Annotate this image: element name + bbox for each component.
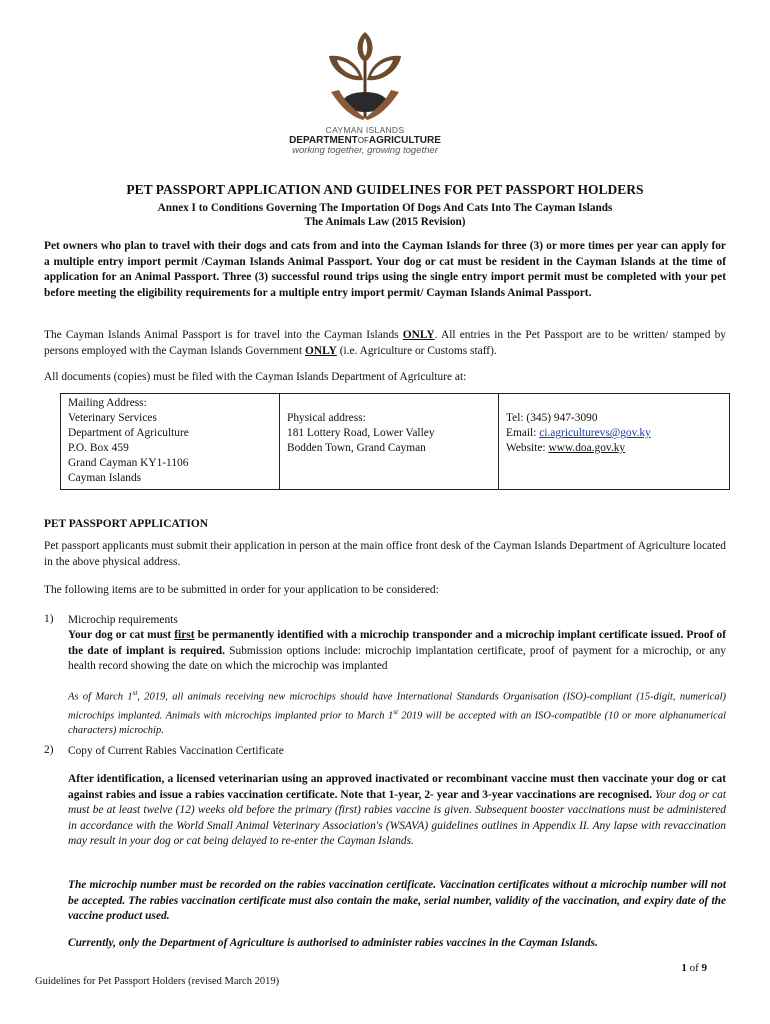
physical-address-line: Bodden Town, Grand Cayman xyxy=(287,442,426,454)
physical-address-line: 181 Lottery Road, Lower Valley xyxy=(287,427,435,439)
page-total: 9 xyxy=(701,962,707,974)
item-1-heading: Microchip requirements xyxy=(68,614,178,626)
item-2-microchip-note: The microchip number must be recorded on the rabies vaccination certificate. Vaccination certificates without a microchip number will not be accepted. The rabies vaccination certificate must also contain the make, serial number, validity of the vaccination, and expiry date of the vaccine product used. xyxy=(68,879,726,922)
item-1-iso-note xyxy=(68,686,726,739)
section-paragraph-submit: Pet passport applicants must submit their application in person at the main office front desk of the Cayman Islands Department of Agriculture located in the above physical address. xyxy=(44,540,726,568)
email-line xyxy=(506,426,722,441)
logo-line-cayman-islands: CAYMAN ISLANDS xyxy=(325,125,405,135)
mailing-address-cell xyxy=(61,394,280,490)
telephone-number: Tel: (345) 947-3090 xyxy=(506,412,598,424)
item-1-bold-first: first xyxy=(174,629,195,641)
item-1-rest: Submission options include: microchip implantation certificate, proof of payment for a microchip, or any health record showing the date on which the microchip was implanted xyxy=(68,644,726,672)
page-current: 1 xyxy=(681,962,687,974)
iso-note-text-a: As of March 1 xyxy=(68,691,133,703)
page-number xyxy=(681,962,707,974)
iso-note-sup-2: st xyxy=(393,708,398,716)
footer-document-title: Guidelines for Pet Passport Holders (revised March 2019) xyxy=(35,976,280,987)
passport-note-only-2: ONLY xyxy=(304,344,337,357)
website-line xyxy=(506,441,722,456)
item-1-number: 1) xyxy=(44,613,54,625)
logo-word-of: OF xyxy=(357,136,369,146)
section-paragraph-items: The following items are to be submitted in order for your application to be considered: xyxy=(44,584,439,596)
item-2-number: 2) xyxy=(44,744,54,756)
email-link[interactable]: ci.agriculturevs@gov.ky xyxy=(539,427,651,439)
item-2-authorised-note: Currently, only the Department of Agriculture is authorised to administer rabies vaccines in the Cayman Islands. xyxy=(68,937,598,949)
item-1-bold-a: Your dog or cat must xyxy=(68,629,175,641)
address-table xyxy=(60,393,730,490)
logo-word-department: DEPARTMENT xyxy=(289,135,358,147)
item-2-body xyxy=(68,772,726,850)
intro-paragraph: Pet owners who plan to travel with their dogs and cats from and into the Cayman Islands for three (3) or more times per year can apply for a multiple entry import permit /Cayman Islands Animal Passport. Your dog or cat must be resident in the Cayman Islands at the time of application for an Animal Passport. Three (3) successful round trips using the single entry import permit must be completed with your pet before meeting the eligibility requirements for a multiple entry import permit/ Cayman Islands Animal Passport. xyxy=(44,240,726,299)
mailing-address-line: Veterinary Services xyxy=(68,412,157,424)
section-heading-application: PET PASSPORT APPLICATION xyxy=(44,518,208,530)
item-1-body xyxy=(68,628,726,675)
iso-note-sup-1: st xyxy=(132,689,138,697)
email-label: Email: xyxy=(506,427,540,439)
department-logo xyxy=(285,30,445,162)
website-label: Website: xyxy=(506,442,549,454)
mailing-address-line: Department of Agriculture xyxy=(68,427,189,439)
physical-address-line: Physical address: xyxy=(287,412,366,424)
documents-note: All documents (copies) must be filed with the Cayman Islands Department of Agriculture at: xyxy=(44,371,467,383)
item-2-italic-text: Your dog or cat must be at least twelve (12) weeks old before the primary (first) rabies vaccine is given. Subsequent booster vaccinations must be administered in accordance with the World Small Animal Veterinary Association's (WSAVA) guidelines outlines in Appendix II. Any lapse with revaccination may result in your dog or cat being delayed to re-enter the Cayman Islands. xyxy=(68,788,726,847)
iso-note-text-b: , 2019, all animals receiving new microchips should have International Standards Organisation (ISO)-compliant (15-digit, numerical) microchips implanted. Animals with microchips implanted prior to March 1 xyxy=(68,691,726,722)
mailing-address-line: Cayman Islands xyxy=(68,472,142,484)
passport-note-text-b: . All entries in the Pet Passport are to be written/ stamped by persons employed with the Cayman Islands Government xyxy=(44,329,726,357)
item-1-bold-b: be permanently identified with a microchip transponder and a microchip implant certificate issued. Proof of the date of implant is required. xyxy=(68,629,726,657)
item-2-heading: Copy of Current Rabies Vaccination Certificate xyxy=(68,745,284,757)
mailing-address-line: Grand Cayman KY1-1106 xyxy=(68,457,189,469)
plant-hands-logo-icon xyxy=(325,30,405,124)
passport-note-only-1: ONLY xyxy=(402,329,435,341)
mailing-address-line: P.O. Box 459 xyxy=(68,442,129,454)
mailing-address-line: Mailing Address: xyxy=(68,397,147,409)
logo-tagline: working together, growing together xyxy=(292,145,438,157)
document-subtitle-law: The Animals Law (2015 Revision) xyxy=(304,216,466,228)
item-2-bold-text: After identification, a licensed veterinarian using an approved inactivated or recombinant vaccine must then vaccinate your dog or cat against rabies and issue a rabies vaccination certificate. Note that 1-year, 2- year and 3-year vaccinations are recognised. xyxy=(68,773,726,801)
contact-cell xyxy=(499,394,730,490)
passport-note-paragraph xyxy=(44,328,726,359)
page-of-label: of xyxy=(686,962,702,974)
document-subtitle-annex: Annex I to Conditions Governing The Importation Of Dogs And Cats Into The Cayman Islands xyxy=(157,202,613,214)
logo-word-agriculture: AGRICULTURE xyxy=(368,135,441,147)
passport-note-text-c: (i.e. Agriculture or Customs staff). xyxy=(336,344,497,357)
website-link[interactable]: www.doa.gov.ky xyxy=(548,442,626,454)
document-title: PET PASSPORT APPLICATION AND GUIDELINES FOR PET PASSPORT HOLDERS xyxy=(126,182,644,197)
passport-note-text-a: The Cayman Islands Animal Passport is for travel into the Cayman Islands xyxy=(44,329,403,341)
iso-note-text-c: 2019 will be accepted with an ISO-compatible (10 or more alphanumerical characters) microchip. xyxy=(68,710,726,736)
physical-address-cell xyxy=(280,394,499,490)
